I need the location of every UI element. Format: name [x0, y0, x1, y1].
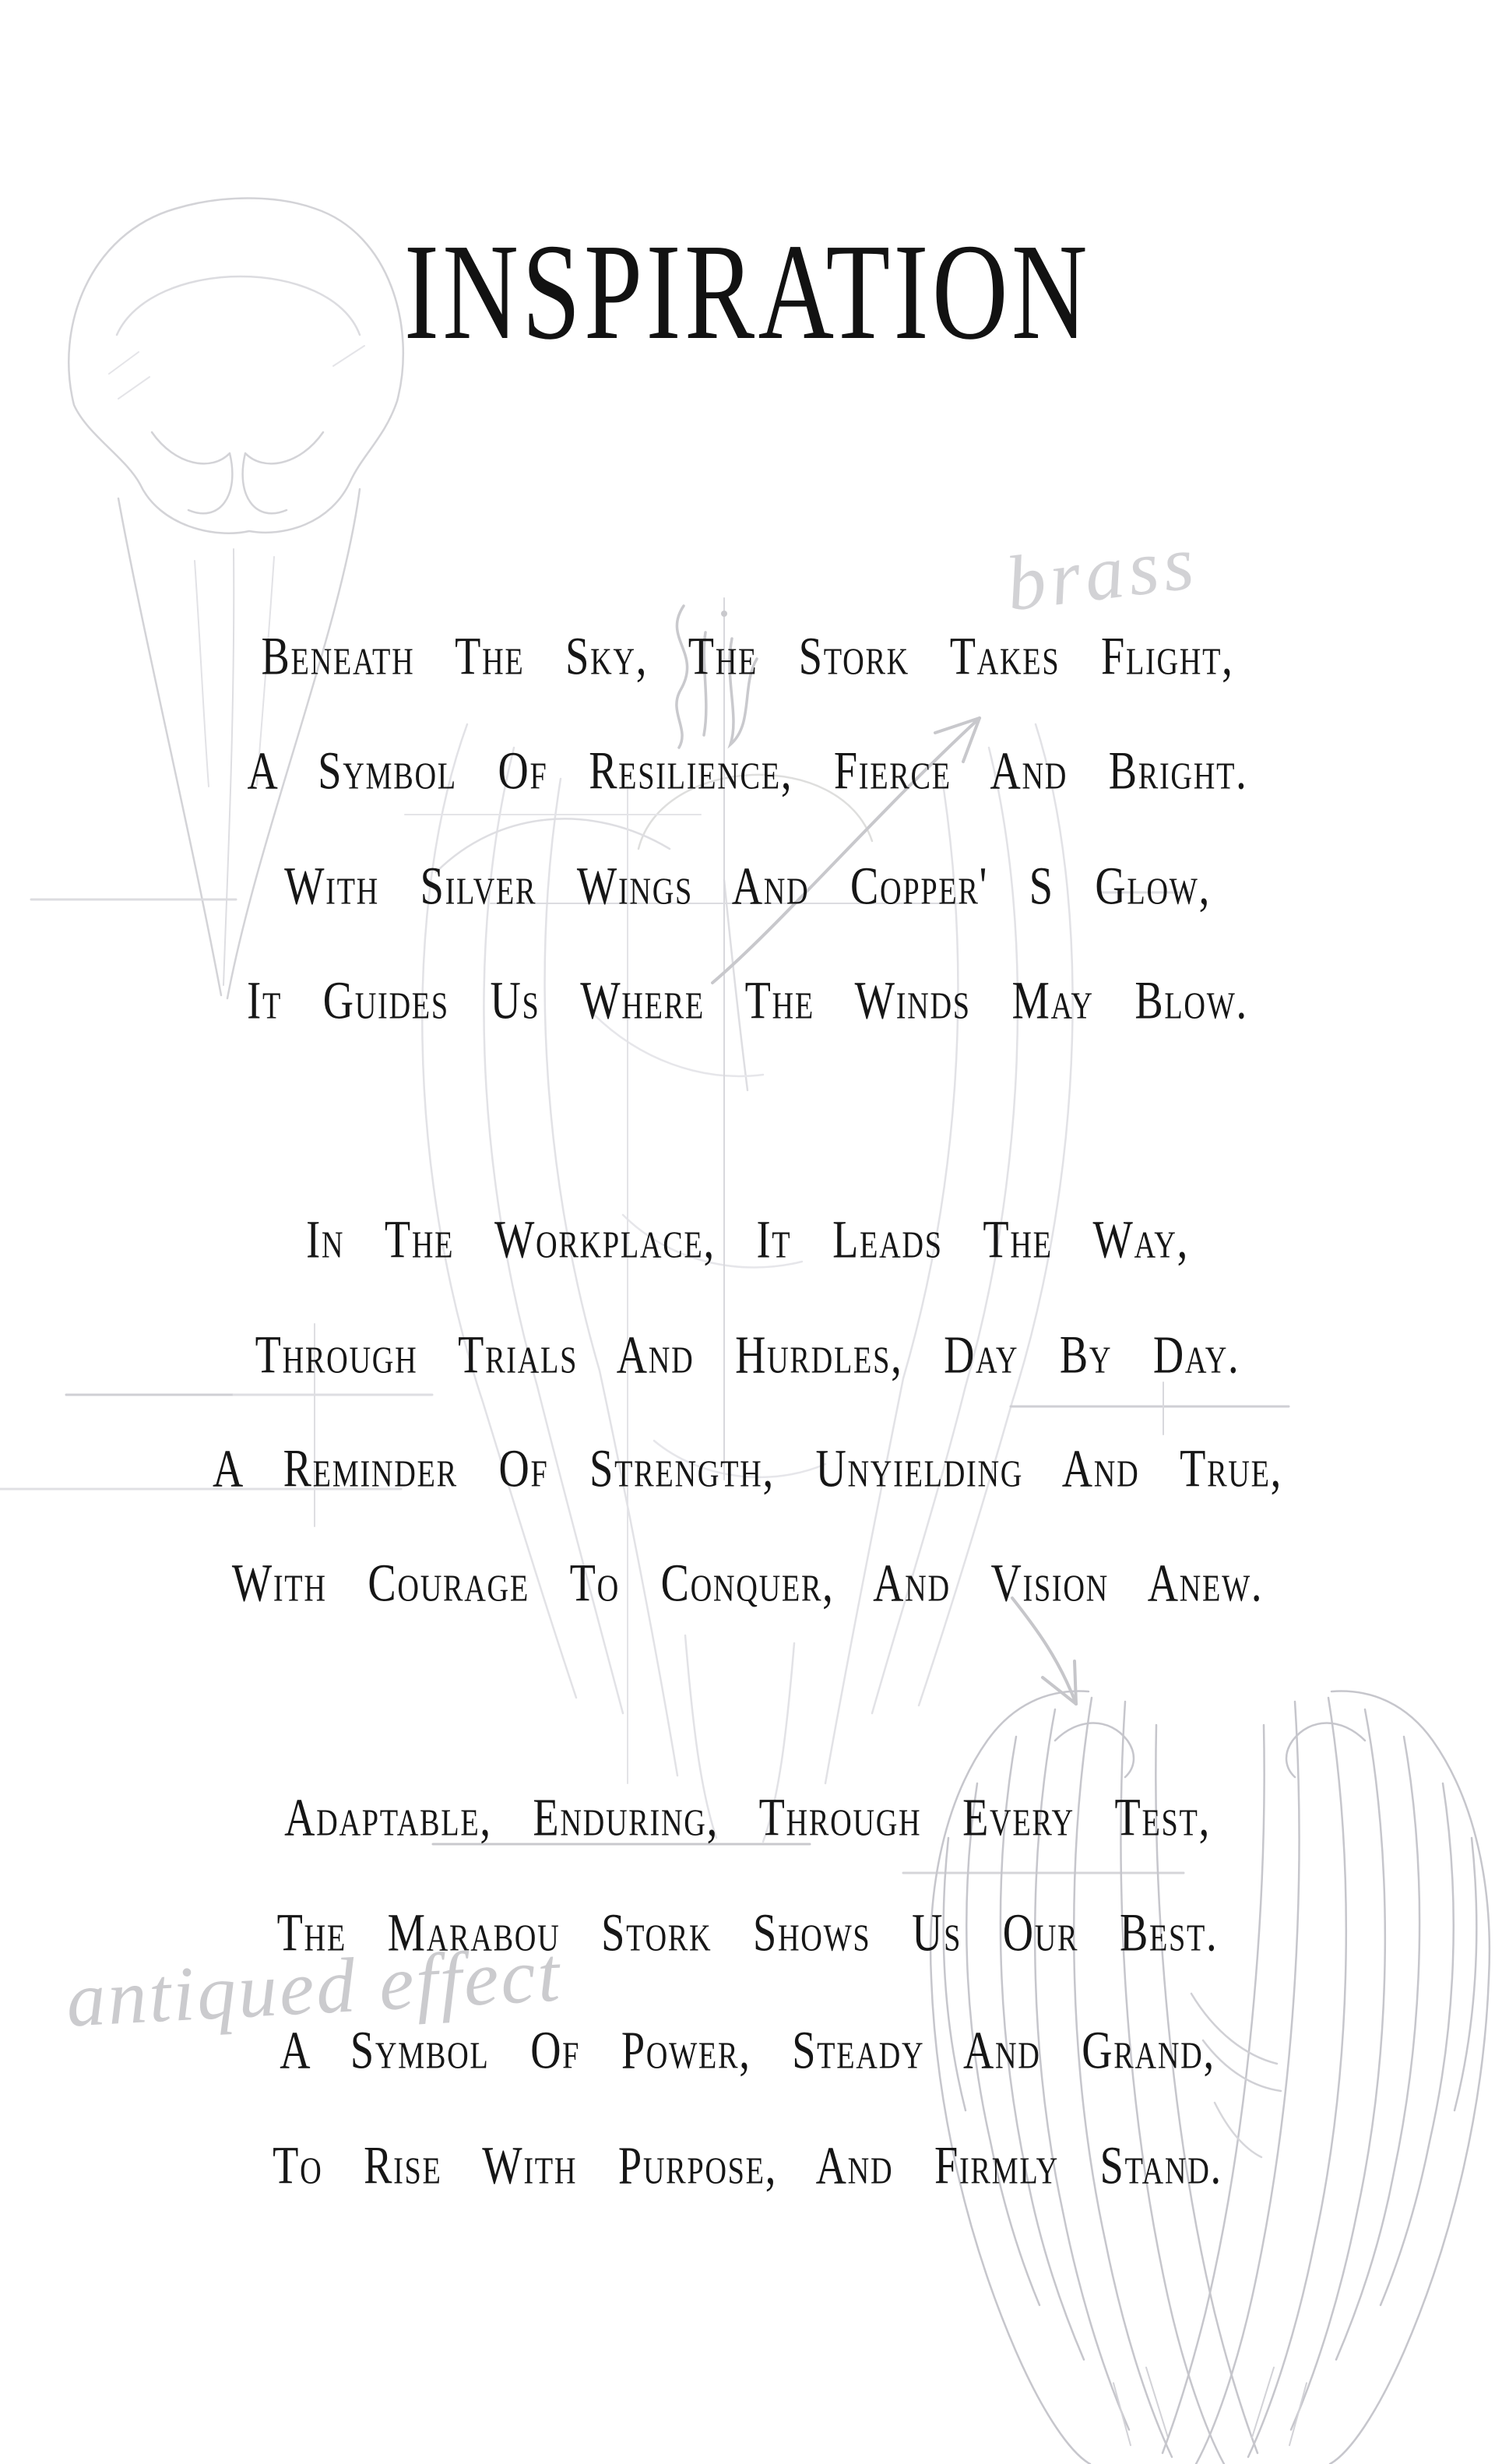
poem-stanza2-line3: A Reminder Of Strength, Unyielding And True, — [213, 1438, 1282, 1498]
poem-stanza1-line4: It Guides Us Where The Winds May Blow. — [247, 970, 1248, 1030]
poem-stanza1-line3: With Silver Wings And Copper' S Glow, — [284, 856, 1211, 916]
poem-stanza1-line1: Beneath The Sky, The Stork Takes Flight, — [261, 626, 1234, 686]
annotation-brass: brass — [1001, 518, 1203, 628]
arrow-down-right — [1012, 1598, 1076, 1704]
poem-stanza2-line2: Through Trials And Hurdles, Day By Day. — [255, 1325, 1240, 1385]
page-title: INSPIRATION — [403, 216, 1092, 368]
poem-stanza2-line1: In The Workplace, It Leads The Way, — [306, 1209, 1189, 1269]
poem-stanza3-line4: To Rise With Purpose, And Firmly Stand. — [273, 2135, 1222, 2195]
poem-stanza1-line2: A Symbol Of Resilience, Fierce And Bright. — [247, 741, 1248, 801]
poem-stanza3-line3: A Symbol Of Power, Steady And Grand, — [280, 2020, 1215, 2080]
annotation-antiqued-effect: antiqued effect — [64, 1931, 564, 2043]
poem-stanza3-line2: The Marabou Stork Shows Us Our Best. — [276, 1903, 1219, 1962]
poem-stanza2-line4: With Courage To Conquer, And Vision Anew. — [231, 1553, 1264, 1613]
poem-stanza3-line1: Adaptable, Enduring, Through Every Test, — [284, 1787, 1211, 1847]
